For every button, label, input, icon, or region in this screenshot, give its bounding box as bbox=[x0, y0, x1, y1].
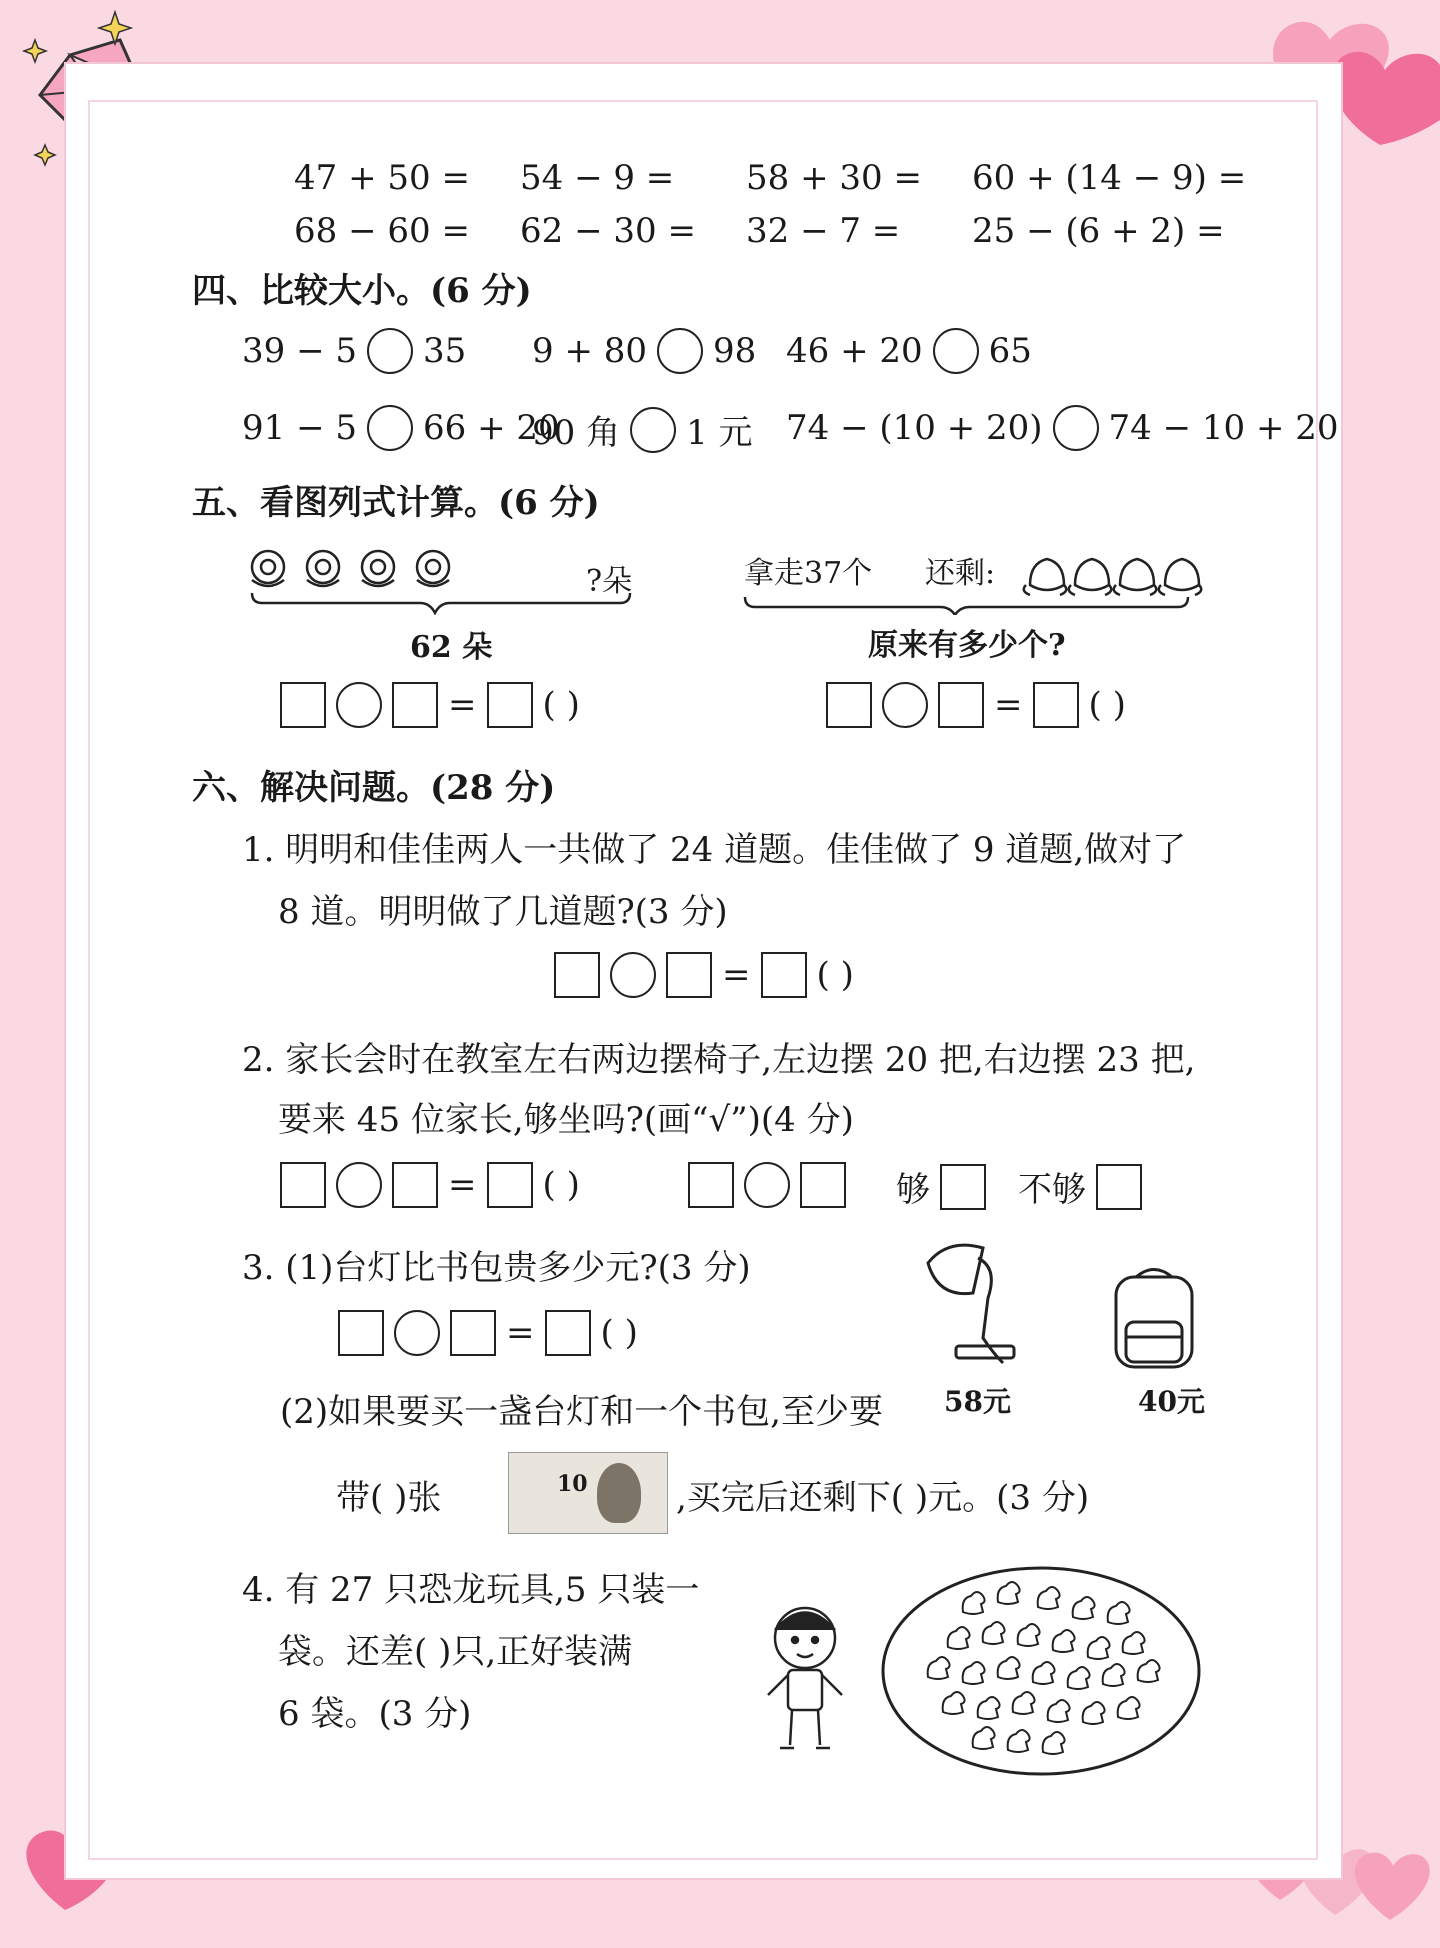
problem-text: 3. (1)台灯比书包贵多少元?(3 分) bbox=[242, 1248, 751, 1288]
calc-item: 32 − 7 = bbox=[746, 211, 901, 251]
compare-left: 74 − (10 + 20) bbox=[786, 408, 1043, 448]
enough-label: 够 bbox=[896, 1170, 930, 1210]
dinosaur-icon bbox=[983, 1622, 1005, 1644]
banknote-icon bbox=[508, 1452, 668, 1534]
dinosaur-icon bbox=[1008, 1730, 1030, 1752]
dinosaur-icon bbox=[1018, 1624, 1040, 1646]
answer-box[interactable] bbox=[450, 1310, 496, 1356]
dinosaur-icon bbox=[1073, 1597, 1095, 1619]
dinosaur-icon bbox=[1108, 1602, 1130, 1624]
dinosaur-icon bbox=[998, 1582, 1020, 1604]
equation-row bbox=[338, 1310, 638, 1356]
lamp-price: 58元 bbox=[944, 1385, 1011, 1418]
answer-circle[interactable] bbox=[630, 407, 676, 453]
peach-icon bbox=[1114, 559, 1157, 595]
compare-right: 98 bbox=[713, 331, 757, 371]
compare-right: 74 − 10 + 20 bbox=[1108, 408, 1339, 448]
equals-sign: = bbox=[722, 955, 751, 995]
compare-item bbox=[242, 405, 560, 451]
equation-row bbox=[280, 1162, 580, 1208]
problem-text: 带( )张 bbox=[336, 1478, 442, 1518]
compare-right: 66 + 20 bbox=[423, 408, 560, 448]
dinosaur-icon bbox=[973, 1727, 995, 1749]
operator-circle[interactable] bbox=[882, 682, 928, 728]
calc-item: 25 − (6 + 2) = bbox=[972, 211, 1225, 251]
unit-blank[interactable]: ( ) bbox=[1088, 685, 1126, 725]
answer-box[interactable] bbox=[826, 682, 872, 728]
problem-text: 要来 45 位家长,够坐吗?(画“√”)(4 分) bbox=[278, 1100, 854, 1140]
question-label: 原来有多少个? bbox=[868, 628, 1066, 663]
operator-circle[interactable] bbox=[336, 682, 382, 728]
dinosaur-icon bbox=[948, 1627, 970, 1649]
answer-box[interactable] bbox=[800, 1162, 846, 1208]
answer-box[interactable] bbox=[545, 1310, 591, 1356]
dinosaur-icon bbox=[928, 1657, 950, 1679]
calc-item: 58 + 30 = bbox=[746, 158, 922, 198]
unit-blank[interactable]: ( ) bbox=[600, 1313, 638, 1353]
calc-item: 62 − 30 = bbox=[520, 211, 696, 251]
section-title: 四、比较大小。(6 分) bbox=[192, 271, 532, 311]
section-title: 六、解决问题。(28 分) bbox=[192, 768, 556, 808]
unit-blank[interactable]: ( ) bbox=[542, 685, 580, 725]
dinosaur-icon bbox=[1118, 1697, 1140, 1719]
dinosaur-icon bbox=[1048, 1700, 1070, 1722]
answer-box[interactable] bbox=[487, 1162, 533, 1208]
equals-sign: = bbox=[506, 1313, 535, 1353]
taken-label: 拿走37个 bbox=[744, 556, 873, 591]
flower-icon bbox=[417, 551, 449, 586]
flower-icon bbox=[252, 551, 284, 586]
unit-blank[interactable]: ( ) bbox=[816, 955, 854, 995]
dinosaur-icon bbox=[1083, 1702, 1105, 1724]
compare-left: 46 + 20 bbox=[786, 331, 923, 371]
dinosaur-icon bbox=[978, 1697, 1000, 1719]
answer-circle[interactable] bbox=[933, 328, 979, 374]
problem-text: 2. 家长会时在教室左右两边摆椅子,左边摆 20 把,右边摆 23 把, bbox=[242, 1040, 1196, 1080]
calc-item: 54 − 9 = bbox=[520, 158, 675, 198]
dinosaur-icon bbox=[998, 1657, 1020, 1679]
equation-row bbox=[826, 682, 1126, 728]
dinosaur-icon bbox=[1053, 1630, 1075, 1652]
answer-box[interactable] bbox=[688, 1162, 734, 1208]
problem-text: 4. 有 27 只恐龙玩具,5 只装一 bbox=[242, 1570, 700, 1610]
dinosaur-icon bbox=[1103, 1664, 1125, 1686]
equals-sign: = bbox=[448, 1165, 477, 1205]
answer-box[interactable] bbox=[761, 952, 807, 998]
answer-box[interactable] bbox=[392, 682, 438, 728]
answer-circle[interactable] bbox=[367, 328, 413, 374]
answer-box[interactable] bbox=[392, 1162, 438, 1208]
lamp-icon bbox=[918, 1238, 1018, 1368]
dinosaur-icon bbox=[1123, 1632, 1145, 1654]
answer-box[interactable] bbox=[280, 682, 326, 728]
answer-box[interactable] bbox=[338, 1310, 384, 1356]
equation-row bbox=[554, 952, 854, 998]
flowers-illustration bbox=[240, 535, 640, 615]
compare-left: 91 − 5 bbox=[242, 408, 357, 448]
dinosaur-icon bbox=[963, 1592, 985, 1614]
dinosaur-plate bbox=[878, 1564, 1204, 1778]
section-title: 五、看图列式计算。(6 分) bbox=[192, 483, 600, 523]
answer-circle[interactable] bbox=[657, 328, 703, 374]
banknote-value: 10 bbox=[557, 1471, 588, 1497]
calc-item: 68 − 60 = bbox=[294, 211, 470, 251]
not-enough-label: 不够 bbox=[1018, 1170, 1086, 1210]
equation-row bbox=[280, 682, 580, 728]
enough-option bbox=[896, 1162, 986, 1211]
dinosaur-icon bbox=[1013, 1692, 1035, 1714]
dinosaur-icon bbox=[1138, 1660, 1160, 1682]
compare-item bbox=[786, 405, 1339, 451]
dinosaur-icon bbox=[1068, 1667, 1090, 1689]
compare-left: 90 角 bbox=[532, 413, 621, 453]
comparison-row bbox=[688, 1162, 846, 1208]
problem-text: (2)如果要买一盏台灯和一个书包,至少要 bbox=[280, 1392, 883, 1432]
compare-item bbox=[532, 405, 753, 454]
compare-left: 39 − 5 bbox=[242, 331, 357, 371]
dinosaur-toys bbox=[928, 1582, 1160, 1754]
total-label: 62 朵 bbox=[410, 630, 493, 665]
dinosaur-icon bbox=[963, 1662, 985, 1684]
problem-text: 6 袋。(3 分) bbox=[278, 1694, 472, 1734]
answer-box[interactable] bbox=[666, 952, 712, 998]
dinosaur-icon bbox=[943, 1692, 965, 1714]
operator-circle[interactable] bbox=[610, 952, 656, 998]
problem-text: ,买完后还剩下( )元。(3 分) bbox=[676, 1478, 1090, 1518]
answer-circle[interactable] bbox=[367, 405, 413, 451]
compare-right: 65 bbox=[988, 331, 1032, 371]
compare-right: 1 元 bbox=[686, 413, 753, 453]
dinosaur-icon bbox=[1043, 1732, 1065, 1754]
compare-right: 35 bbox=[423, 331, 467, 371]
equals-sign: = bbox=[448, 685, 477, 725]
problem-text: 8 道。明明做了几道题?(3 分) bbox=[278, 892, 728, 932]
backpack-price: 40元 bbox=[1138, 1385, 1205, 1418]
dinosaur-icon bbox=[1033, 1662, 1055, 1684]
check-box[interactable] bbox=[1096, 1164, 1142, 1210]
calc-item: 47 + 50 = bbox=[294, 158, 470, 198]
flower-icon bbox=[362, 551, 394, 586]
remain-label: 还剩: bbox=[925, 556, 996, 591]
boy-icon bbox=[750, 1600, 860, 1760]
peaches-illustration bbox=[740, 545, 1210, 615]
answer-box[interactable] bbox=[554, 952, 600, 998]
answer-box[interactable] bbox=[280, 1162, 326, 1208]
compare-item bbox=[532, 328, 756, 374]
answer-box[interactable] bbox=[938, 682, 984, 728]
unit-blank[interactable]: ( ) bbox=[542, 1165, 580, 1205]
answer-box[interactable] bbox=[487, 682, 533, 728]
unknown-label: ?朵 bbox=[586, 564, 633, 599]
operator-circle[interactable] bbox=[336, 1162, 382, 1208]
peach-icon bbox=[1069, 559, 1112, 595]
problem-text: 1. 明明和佳佳两人一共做了 24 道题。佳佳做了 9 道题,做对了 bbox=[242, 830, 1187, 870]
peach-icon bbox=[1159, 559, 1202, 595]
compare-left: 9 + 80 bbox=[532, 331, 647, 371]
equals-sign: = bbox=[994, 685, 1023, 725]
operator-circle[interactable] bbox=[744, 1162, 790, 1208]
dinosaur-icon bbox=[1038, 1587, 1060, 1609]
answer-box[interactable] bbox=[1033, 682, 1079, 728]
compare-item bbox=[786, 328, 1032, 374]
peach-icon bbox=[1024, 559, 1067, 595]
calc-item: 60 + (14 − 9) = bbox=[972, 158, 1247, 198]
flower-icon bbox=[307, 551, 339, 586]
backpack-icon bbox=[1106, 1262, 1202, 1372]
operator-circle[interactable] bbox=[394, 1310, 440, 1356]
compare-item bbox=[242, 328, 466, 374]
dinosaur-icon bbox=[1088, 1637, 1110, 1659]
check-box[interactable] bbox=[940, 1164, 986, 1210]
not-enough-option bbox=[1018, 1162, 1142, 1211]
answer-circle[interactable] bbox=[1053, 405, 1099, 451]
problem-text: 袋。还差( )只,正好装满 bbox=[278, 1632, 633, 1672]
